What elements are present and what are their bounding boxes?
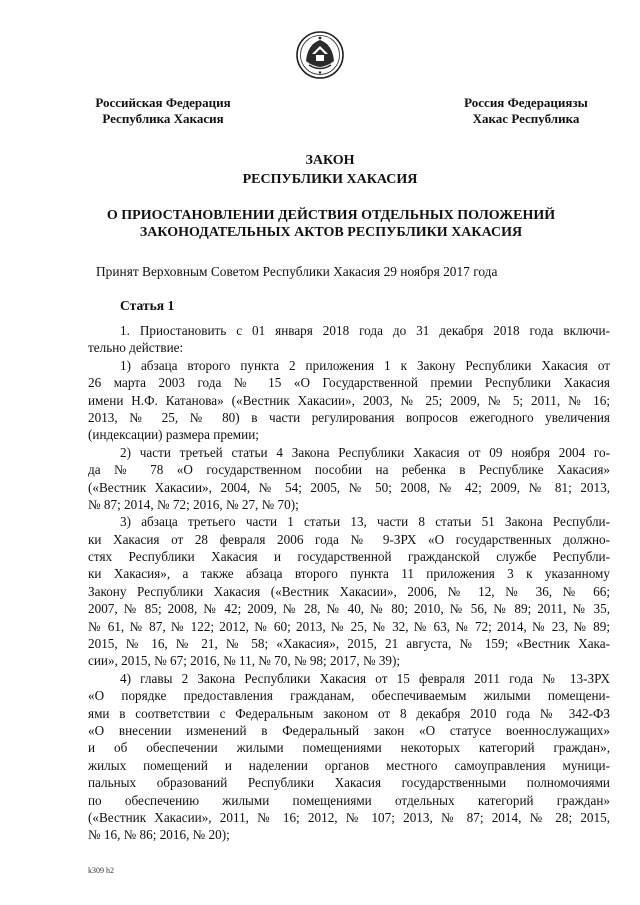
body-line: Закону Республики Хакасия («Вестник Хакасии», 2006, № 12, № 36, № 66; xyxy=(88,583,610,599)
law-title-line1: ЗАКОН xyxy=(305,153,355,168)
body-line: «О порядке предоставления гражданам, обеспечиваемым жилыми помещени- xyxy=(88,688,610,704)
law-subject xyxy=(96,207,566,241)
adoption-note: Принят Верховным Советом Республики Хакасия 29 ноября 2017 года xyxy=(96,264,498,279)
body-line: № 61, № 87, № 122; 2012, № 60; 2013, № 25, № 32, № 63, № 72; 2014, № 23, № 89; xyxy=(88,618,610,634)
body-line: тельно действие: xyxy=(88,340,184,356)
header-left xyxy=(88,95,238,127)
body-line: 2013, № 25, № 80) в части регулирования вопросов ежегодного увеличения xyxy=(88,409,610,425)
article-body xyxy=(88,322,610,844)
body-line: 2015, № 16, № 21, № 58; «Хакасия», 2015, 21 августа, № 159; «Вестник Хака- xyxy=(88,636,610,652)
body-line: 2007, № 85; 2008, № 42; 2009, № 28, № 40, № 80; 2010, № 56, № 89; 2011, № 35, xyxy=(88,601,610,617)
header-right xyxy=(452,95,600,127)
body-line: ки Хакасия от 28 февраля 2006 года № 9-ЗРХ «О государственных должно- xyxy=(88,531,610,547)
body-line: 2) части третьей статьи 4 Закона Республики Хакасия от 09 ноября 2004 го- xyxy=(120,444,610,460)
body-line: имени Н.Ф. Катанова» («Вестник Хакасии», 2003, № 25; 2009, № 5; 2011, № 16; xyxy=(88,392,610,408)
body-line: («Вестник Хакасии», 2011, № 16; 2012, № 107; 2013, № 87; 2014, № 28; 2015, xyxy=(88,809,610,825)
body-line: сии», 2015, № 67; 2016, № 11, № 70, № 98; 2017, № 39); xyxy=(88,653,401,669)
header-left-line2: Республика Хакасия xyxy=(102,111,224,126)
body-line: 1) абзаца второго пункта 2 приложения 1 к Закону Республики Хакасия от xyxy=(120,357,610,373)
body-line: («Вестник Хакасии», 2004, № 54; 2005, № 50; 2008, № 42; 2009, № 81; 2013, xyxy=(88,479,610,495)
body-line: (индексации) размера премии; xyxy=(88,427,259,443)
header-left-line1: Российская Федерация xyxy=(95,95,231,110)
header-right-line1: Россия Федерациязы xyxy=(464,95,588,110)
law-title xyxy=(100,151,560,189)
body-line: стях Республики Хакасия и государственной гражданской службе Республи- xyxy=(88,549,610,565)
law-subject-line1: О ПРИОСТАНОВЛЕНИИ ДЕЙСТВИЯ ОТДЕЛЬНЫХ ПОЛОЖЕНИЙ xyxy=(106,208,556,223)
body-line: 1. Приостановить с 01 января 2018 года до 31 декабря 2018 года включи- xyxy=(120,323,610,338)
body-line: 4) главы 2 Закона Республики Хакасия от 15 февраля 2011 года № 13-ЗРХ xyxy=(120,670,610,686)
footer-code: k309 h2 xyxy=(88,866,114,875)
body-line: пальных образований Республики Хакасия государственными полномочиями xyxy=(88,775,610,791)
law-subject-line2: ЗАКОНОДАТЕЛЬНЫХ АКТОВ РЕСПУБЛИКИ ХАКАСИЯ xyxy=(139,225,523,240)
body-line: и об обеспечении жилыми помещениями некоторых категорий граждан», xyxy=(88,740,610,756)
header-right-line2: Хакас Республика xyxy=(472,111,580,126)
body-line: жилых помещений и наделении органов местного самоуправления муници- xyxy=(88,757,610,773)
body-line: ями в соответствии с Федеральным законом от 8 декабря 2010 года № 342-ФЗ xyxy=(88,705,610,721)
body-line: № 87; 2014, № 72; 2016, № 27, № 70); xyxy=(88,496,299,512)
body-line: ки Хакасия», а также абзаца второго пункта 11 приложения 3 к указанному xyxy=(88,566,610,582)
article-title: Статья 1 xyxy=(120,298,175,313)
body-line: да № 78 «О государственном пособии на ребенка в Республике Хакасия» xyxy=(88,462,610,478)
body-line: «О внесении изменений в Федеральный закон «О статусе военнослужащих» xyxy=(88,722,610,738)
body-line: по обеспечению жилыми помещениями отдельных категорий граждан» xyxy=(88,792,610,808)
body-line: 3) абзаца третьего части 1 статьи 13, части 8 статьи 51 Закона Республи- xyxy=(120,514,610,530)
law-title-line2: РЕСПУБЛИКИ ХАКАСИЯ xyxy=(242,172,418,187)
coat-of-arms-icon xyxy=(295,30,345,80)
body-line: № 16, № 86; 2016, № 20); xyxy=(88,827,230,843)
body-line: 26 марта 2003 года № 15 «О Государственной премии Республики Хакасия xyxy=(88,375,610,391)
